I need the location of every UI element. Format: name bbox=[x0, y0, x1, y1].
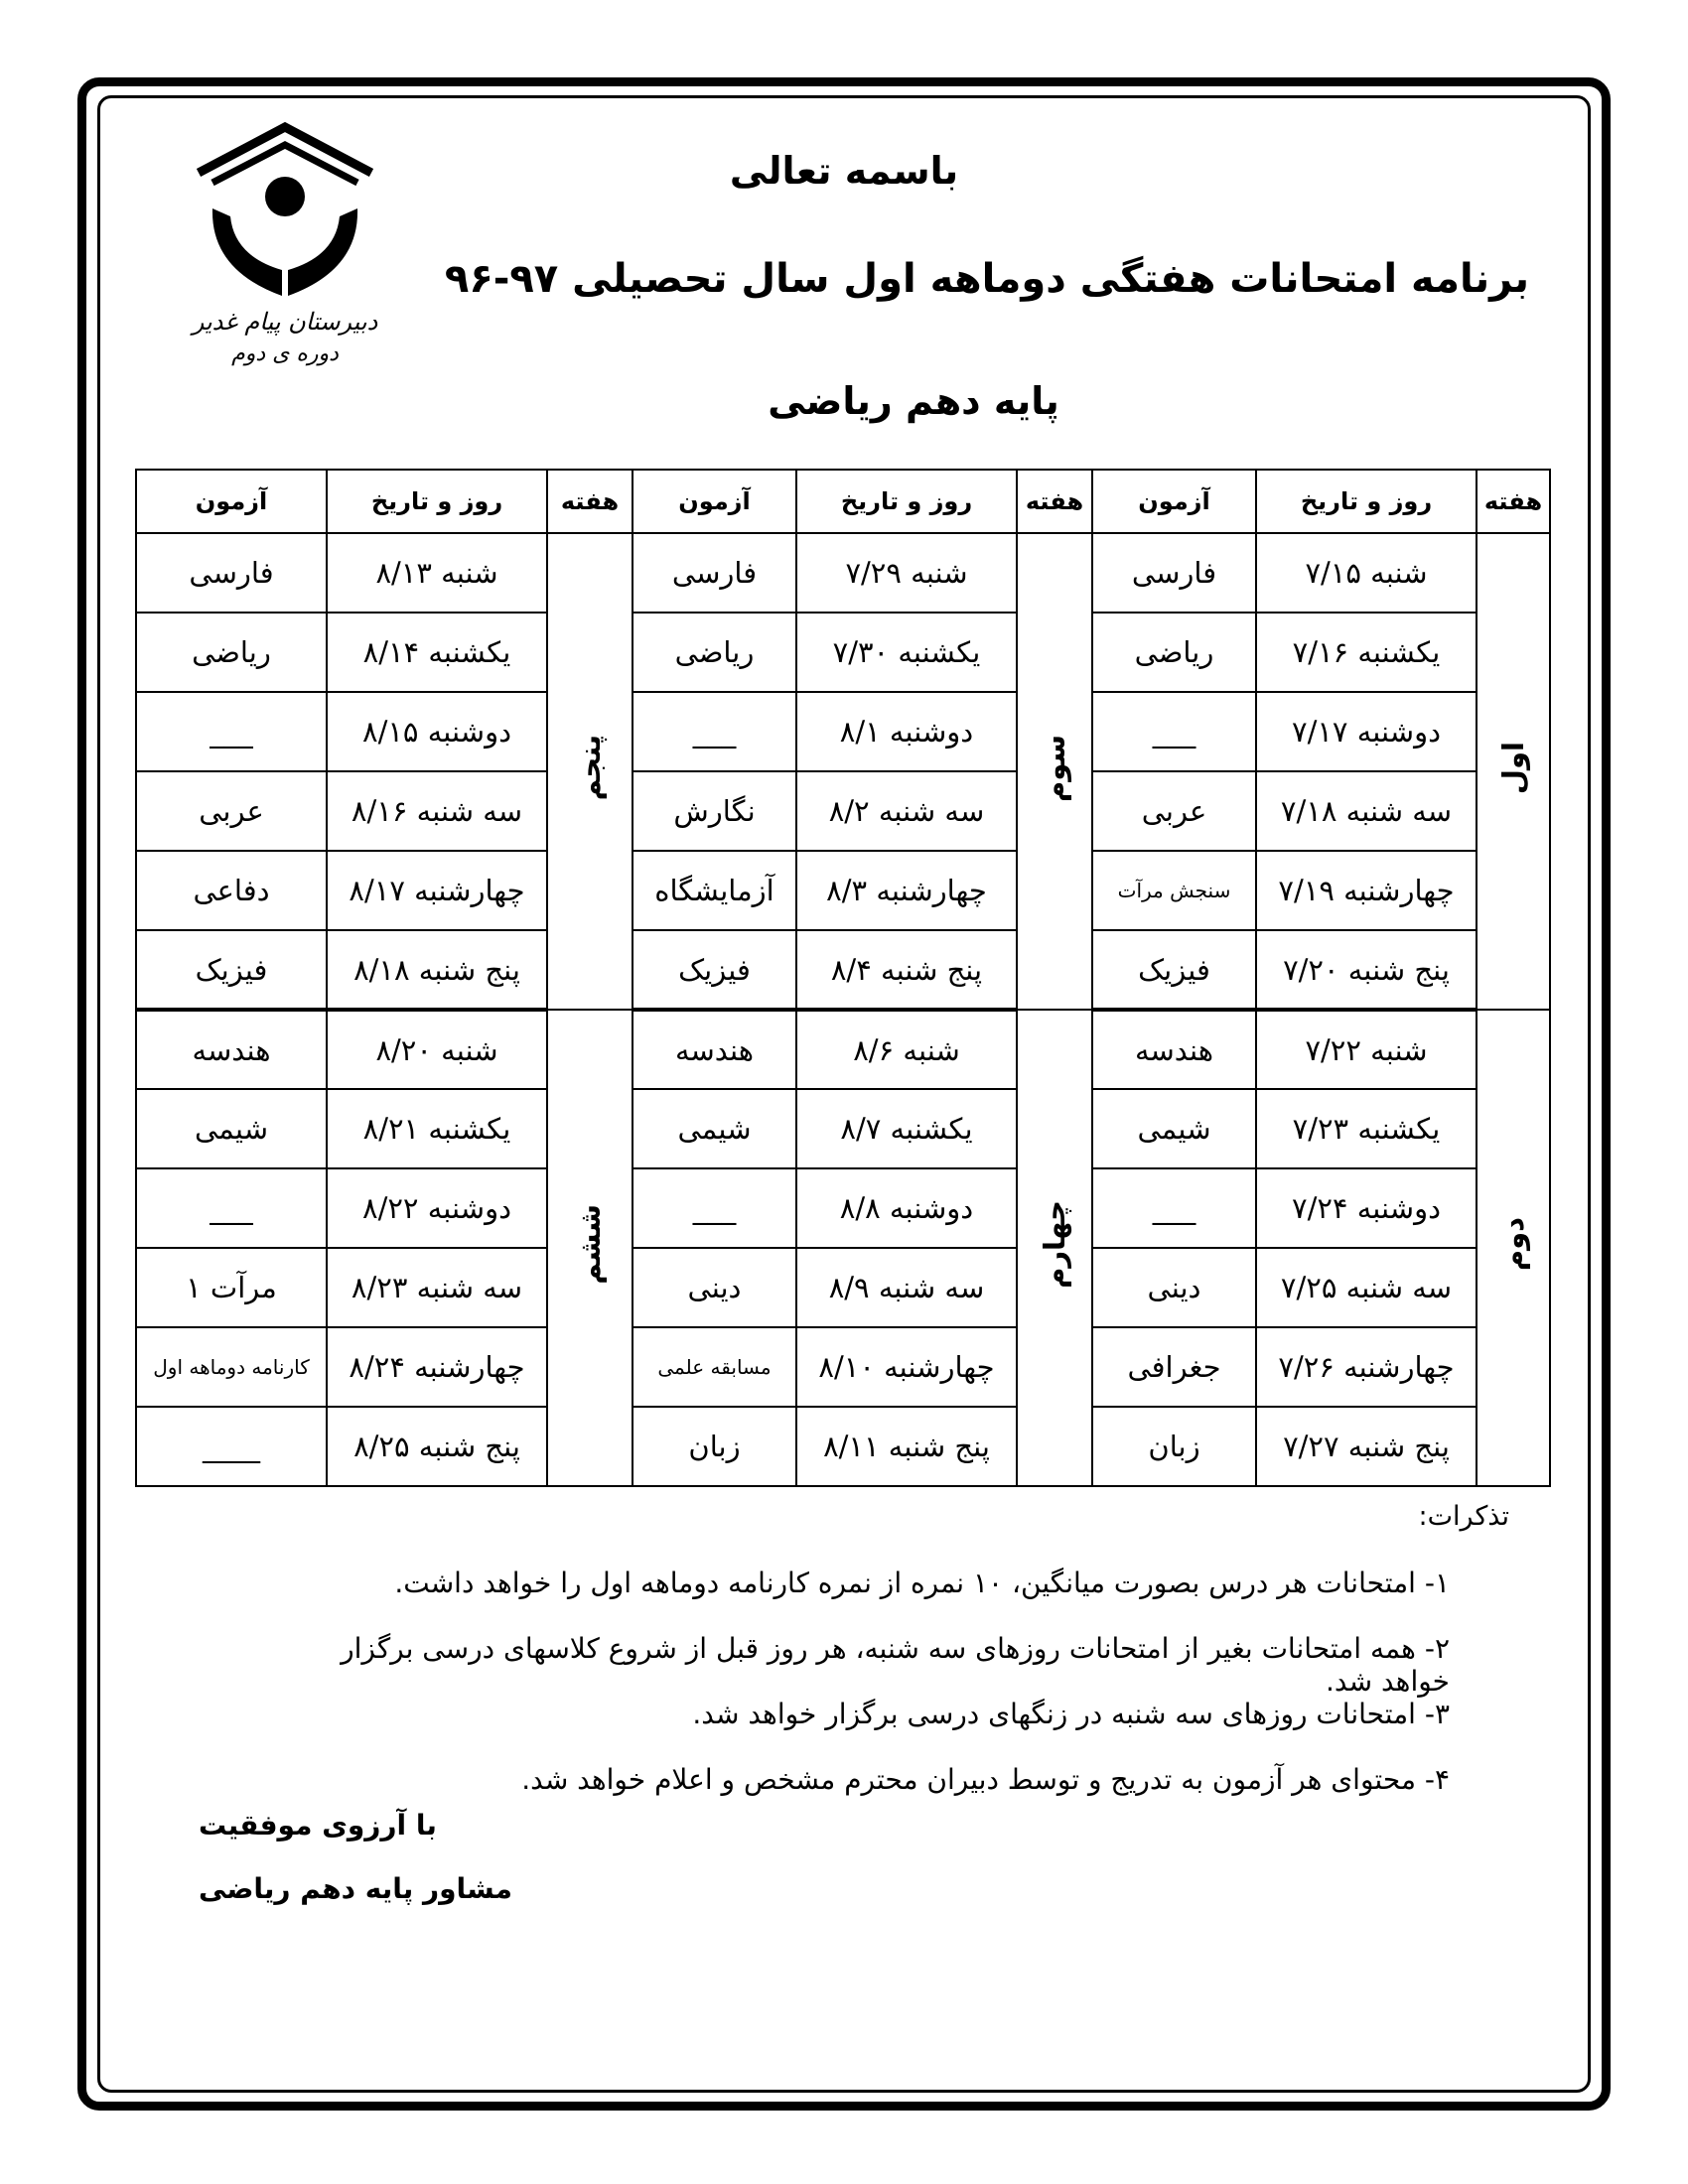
exam-cell: ___ bbox=[1092, 692, 1256, 771]
day-cell: پنج شنبه ۸/۱۸ bbox=[327, 930, 547, 1010]
day-cell: یکشنبه ۷/۳۰ bbox=[796, 613, 1017, 692]
note-item: ۱- امتحانات هر درس بصورت میانگین، ۱۰ نمره از نمره کارنامه دوماهه اول را خواهد داشت. bbox=[394, 1567, 1450, 1599]
day-cell: پنج شنبه ۷/۲۷ bbox=[1256, 1407, 1477, 1486]
day-cell: چهارشنبه ۸/۱۰ bbox=[796, 1327, 1017, 1407]
day-cell: دوشنبه ۸/۲۲ bbox=[327, 1168, 547, 1248]
table-row bbox=[136, 1407, 1550, 1486]
exam-cell: مرآت ۱ bbox=[136, 1248, 327, 1327]
day-cell: دوشنبه ۷/۲۴ bbox=[1256, 1168, 1477, 1248]
day-cell: سه شنبه ۸/۲۳ bbox=[327, 1248, 547, 1327]
day-cell: پنج شنبه ۷/۲۰ bbox=[1256, 930, 1477, 1010]
header-exam: آزمون bbox=[633, 470, 796, 533]
exam-cell: آزمایشگاه bbox=[633, 851, 796, 930]
exam-cell: ریاضی bbox=[136, 613, 327, 692]
header-day: روز و تاریخ bbox=[1256, 470, 1477, 533]
exam-cell: زبان bbox=[1092, 1407, 1256, 1486]
day-cell: شنبه ۷/۱۵ bbox=[1256, 533, 1477, 613]
header-week: هفته bbox=[1477, 470, 1550, 533]
exam-cell: مسابقه علمی bbox=[633, 1327, 796, 1407]
table-row bbox=[136, 533, 1550, 613]
day-cell: شنبه ۸/۱۳ bbox=[327, 533, 547, 613]
day-cell: شنبه ۷/۲۹ bbox=[796, 533, 1017, 613]
exam-cell: شیمی bbox=[1092, 1089, 1256, 1168]
day-cell: سه شنبه ۸/۲ bbox=[796, 771, 1017, 851]
day-cell: شنبه ۷/۲۲ bbox=[1256, 1010, 1477, 1089]
table-row bbox=[136, 851, 1550, 930]
exam-cell: ___ bbox=[633, 692, 796, 771]
day-cell: سه شنبه ۷/۲۵ bbox=[1256, 1248, 1477, 1327]
week-label: سوم bbox=[1038, 734, 1071, 802]
day-cell: یکشنبه ۸/۲۱ bbox=[327, 1089, 547, 1168]
table-row bbox=[136, 930, 1550, 1010]
exam-cell: هندسه bbox=[633, 1010, 796, 1089]
week-cell-1 bbox=[1477, 533, 1550, 1010]
exam-cell: کارنامه دوماهه اول bbox=[136, 1327, 327, 1407]
exam-cell: ___ bbox=[136, 1168, 327, 1248]
day-cell: دوشنبه ۸/۱۵ bbox=[327, 692, 547, 771]
exam-cell: فارسی bbox=[1092, 533, 1256, 613]
exam-cell: ___ bbox=[136, 692, 327, 771]
header-day: روز و تاریخ bbox=[327, 470, 547, 533]
exam-cell: شیمی bbox=[136, 1089, 327, 1168]
week-cell-4 bbox=[1017, 1010, 1092, 1486]
closing-wish: با آرزوی موفقیت bbox=[199, 1809, 437, 1842]
invocation-heading: باسمه تعالی bbox=[729, 149, 959, 193]
header-day: روز و تاریخ bbox=[796, 470, 1017, 533]
exam-cell: ___ bbox=[633, 1168, 796, 1248]
day-cell: پنج شنبه ۸/۲۵ bbox=[327, 1407, 547, 1486]
exam-cell: فارسی bbox=[136, 533, 327, 613]
notes-label: تذکرات: bbox=[1418, 1501, 1509, 1532]
exam-schedule-table bbox=[135, 469, 1551, 1487]
table-row bbox=[136, 1248, 1550, 1327]
day-cell: سه شنبه ۷/۱۸ bbox=[1256, 771, 1477, 851]
exam-cell: ریاضی bbox=[1092, 613, 1256, 692]
day-cell: دوشنبه ۸/۱ bbox=[796, 692, 1017, 771]
week-cell-3 bbox=[1017, 533, 1092, 1010]
table-row bbox=[136, 1089, 1550, 1168]
exam-cell: دینی bbox=[633, 1248, 796, 1327]
week-label: ششم bbox=[573, 1204, 607, 1285]
day-cell: دوشنبه ۷/۱۷ bbox=[1256, 692, 1477, 771]
table-row bbox=[136, 1168, 1550, 1248]
day-cell: سه شنبه ۸/۹ bbox=[796, 1248, 1017, 1327]
note-item: ۳- امتحانات روزهای سه شنبه در زنگهای درسی برگزار خواهد شد. bbox=[692, 1698, 1450, 1730]
week-label: پنجم bbox=[573, 735, 607, 801]
exam-cell: سنجش مرآت bbox=[1092, 851, 1256, 930]
counselor-signature: مشاور پایه دهم ریاضی bbox=[199, 1872, 512, 1905]
day-cell: یکشنبه ۷/۱۶ bbox=[1256, 613, 1477, 692]
exam-cell: ___ bbox=[1092, 1168, 1256, 1248]
day-cell: دوشنبه ۸/۸ bbox=[796, 1168, 1017, 1248]
day-cell: شنبه ۸/۶ bbox=[796, 1010, 1017, 1089]
day-cell: سه شنبه ۸/۱۶ bbox=[327, 771, 547, 851]
week-label: دوم bbox=[1496, 1217, 1530, 1272]
table-row bbox=[136, 771, 1550, 851]
exam-cell: فیزیک bbox=[136, 930, 327, 1010]
exam-cell: ____ bbox=[136, 1407, 327, 1486]
exam-cell: دینی bbox=[1092, 1248, 1256, 1327]
header-week: هفته bbox=[547, 470, 633, 533]
exam-cell: فیزیک bbox=[1092, 930, 1256, 1010]
header-week: هفته bbox=[1017, 470, 1092, 533]
header-exam: آزمون bbox=[136, 470, 327, 533]
table-header-row bbox=[136, 470, 1550, 533]
day-cell: چهارشنبه ۷/۱۹ bbox=[1256, 851, 1477, 930]
day-cell: پنج شنبه ۸/۱۱ bbox=[796, 1407, 1017, 1486]
exam-cell: نگارش bbox=[633, 771, 796, 851]
exam-cell: هندسه bbox=[136, 1010, 327, 1089]
table-row bbox=[136, 1010, 1550, 1089]
exam-cell: ریاضی bbox=[633, 613, 796, 692]
table-row bbox=[136, 613, 1550, 692]
table-row bbox=[136, 692, 1550, 771]
exam-cell: شیمی bbox=[633, 1089, 796, 1168]
note-item: ۲- همه امتحانات بغیر از امتحانات روزهای سه شنبه، هر روز قبل از شروع کلاسهای درسی برگزار خواهد شد. bbox=[341, 1632, 1450, 1698]
note-item: ۴- محتوای هر آزمون به تدریج و توسط دبیران محترم مشخص و اعلام خواهد شد. bbox=[521, 1763, 1450, 1796]
exam-cell: عربی bbox=[136, 771, 327, 851]
day-cell: چهارشنبه ۸/۱۷ bbox=[327, 851, 547, 930]
logo-school-name: دبیرستان پیام غدیر bbox=[192, 308, 378, 336]
day-cell: شنبه ۸/۲۰ bbox=[327, 1010, 547, 1089]
header-exam: آزمون bbox=[1092, 470, 1256, 533]
day-cell: پنج شنبه ۸/۴ bbox=[796, 930, 1017, 1010]
exam-cell: دفاعی bbox=[136, 851, 327, 930]
exam-cell: هندسه bbox=[1092, 1010, 1256, 1089]
exam-cell: فارسی bbox=[633, 533, 796, 613]
week-cell-6 bbox=[547, 1010, 633, 1486]
week-cell-5 bbox=[547, 533, 633, 1010]
exam-cell: جغرافی bbox=[1092, 1327, 1256, 1407]
exam-cell: زبان bbox=[633, 1407, 796, 1486]
day-cell: یکشنبه ۷/۲۳ bbox=[1256, 1089, 1477, 1168]
day-cell: یکشنبه ۸/۷ bbox=[796, 1089, 1017, 1168]
week-label: اول bbox=[1496, 741, 1530, 795]
week-label: چهارم bbox=[1038, 1200, 1071, 1289]
table-row bbox=[136, 1327, 1550, 1407]
exam-cell: فیزیک bbox=[633, 930, 796, 1010]
grade-subtitle: پایه دهم ریاضی bbox=[768, 379, 1059, 423]
day-cell: یکشنبه ۸/۱۴ bbox=[327, 613, 547, 692]
logo-school-period: دوره ی دوم bbox=[231, 341, 339, 366]
day-cell: چهارشنبه ۷/۲۶ bbox=[1256, 1327, 1477, 1407]
exam-cell: عربی bbox=[1092, 771, 1256, 851]
day-cell: چهارشنبه ۸/۳ bbox=[796, 851, 1017, 930]
page-title: برنامه امتحانات هفتگی دوماهه اول سال تحصیلی ۹۷-۹۶ bbox=[444, 256, 1529, 302]
week-cell-2 bbox=[1477, 1010, 1550, 1486]
notes-list bbox=[278, 1567, 1450, 1829]
day-cell: چهارشنبه ۸/۲۴ bbox=[327, 1327, 547, 1407]
